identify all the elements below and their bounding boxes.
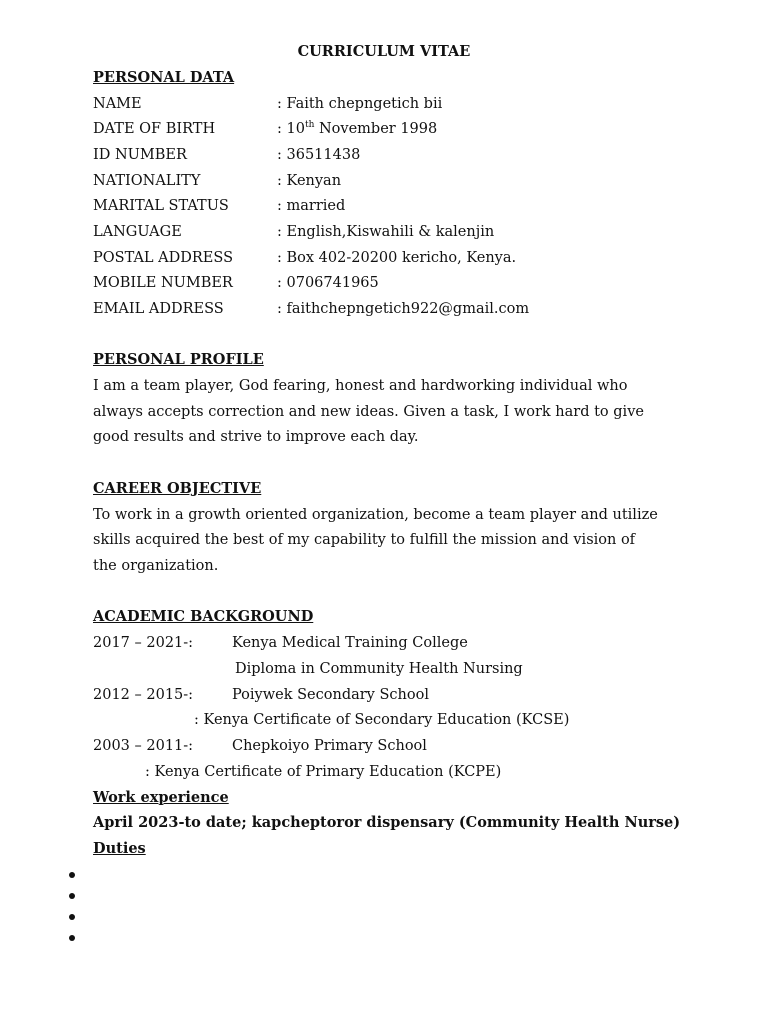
- marital-status-value: : married: [277, 198, 346, 214]
- name-label: NAME: [93, 96, 142, 112]
- profile-line: good results and strive to improve each day.: [93, 429, 419, 445]
- duty-bullet: [69, 935, 75, 941]
- mobile-number-value: : 0706741965: [277, 275, 379, 291]
- nationality-label: NATIONALITY: [93, 173, 201, 189]
- email-address-value: : faithchepngetich922@gmail.com: [277, 301, 530, 317]
- dob-label: DATE OF BIRTH: [93, 121, 216, 137]
- academic-institution: Poiywek Secondary School: [232, 687, 429, 703]
- personal-profile-heading: PERSONAL PROFILE: [93, 351, 264, 368]
- academic-award: : Kenya Certificate of Secondary Education (KCSE): [194, 712, 570, 728]
- profile-line: I am a team player, God fearing, honest and hardworking individual who: [93, 378, 628, 394]
- id-number-value: : 36511438: [277, 147, 361, 163]
- dob-month-year: November 1998: [314, 121, 438, 137]
- career-objective-heading: CAREER OBJECTIVE: [93, 480, 262, 497]
- academic-background-heading: ACADEMIC BACKGROUND: [93, 608, 314, 625]
- academic-award: Diploma in Community Health Nursing: [235, 661, 523, 677]
- personal-data-heading: PERSONAL DATA: [93, 69, 235, 86]
- language-label: LANGUAGE: [93, 224, 182, 240]
- nationality-value: : Kenyan: [277, 173, 342, 189]
- objective-line: skills acquired the best of my capability to fulfill the mission and vision of: [93, 532, 636, 548]
- academic-institution: Chepkoiyo Primary School: [232, 738, 427, 754]
- dob-value: [277, 119, 437, 139]
- duty-bullet: [69, 914, 75, 920]
- academic-institution: Kenya Medical Training College: [232, 635, 468, 651]
- email-address-label: EMAIL ADDRESS: [93, 301, 224, 317]
- duties-heading: Duties: [93, 840, 146, 857]
- language-value: : English,Kiswahili & kalenjin: [277, 224, 495, 240]
- document-title: CURRICULUM VITAE: [297, 43, 471, 60]
- academic-award: : Kenya Certificate of Primary Education (KCPE): [145, 764, 502, 780]
- duty-bullet: [69, 872, 75, 878]
- marital-status-label: MARITAL STATUS: [93, 198, 229, 214]
- id-number-label: ID NUMBER: [93, 147, 187, 163]
- duty-bullet: [69, 893, 75, 899]
- mobile-number-label: MOBILE NUMBER: [93, 275, 233, 291]
- academic-period: 2017 – 2021-:: [93, 635, 194, 651]
- dob-day: : 10: [277, 121, 305, 137]
- academic-period: 2012 – 2015-:: [93, 687, 194, 703]
- work-position: April 2023-to date; kapcheptoror dispensary (Community Health Nurse): [93, 814, 681, 831]
- objective-line: To work in a growth oriented organization, become a team player and utilize: [93, 507, 658, 523]
- profile-line: always accepts correction and new ideas. Given a task, I work hard to give: [93, 404, 644, 420]
- dob-ordinal: th: [304, 120, 315, 131]
- name-value: : Faith chepngetich bii: [277, 96, 443, 112]
- academic-period: 2003 – 2011-:: [93, 738, 194, 754]
- postal-address-value: : Box 402-20200 kericho, Kenya.: [277, 250, 517, 266]
- postal-address-label: POSTAL ADDRESS: [93, 250, 234, 266]
- work-experience-heading: Work experience: [93, 789, 229, 806]
- objective-line: the organization.: [93, 558, 219, 574]
